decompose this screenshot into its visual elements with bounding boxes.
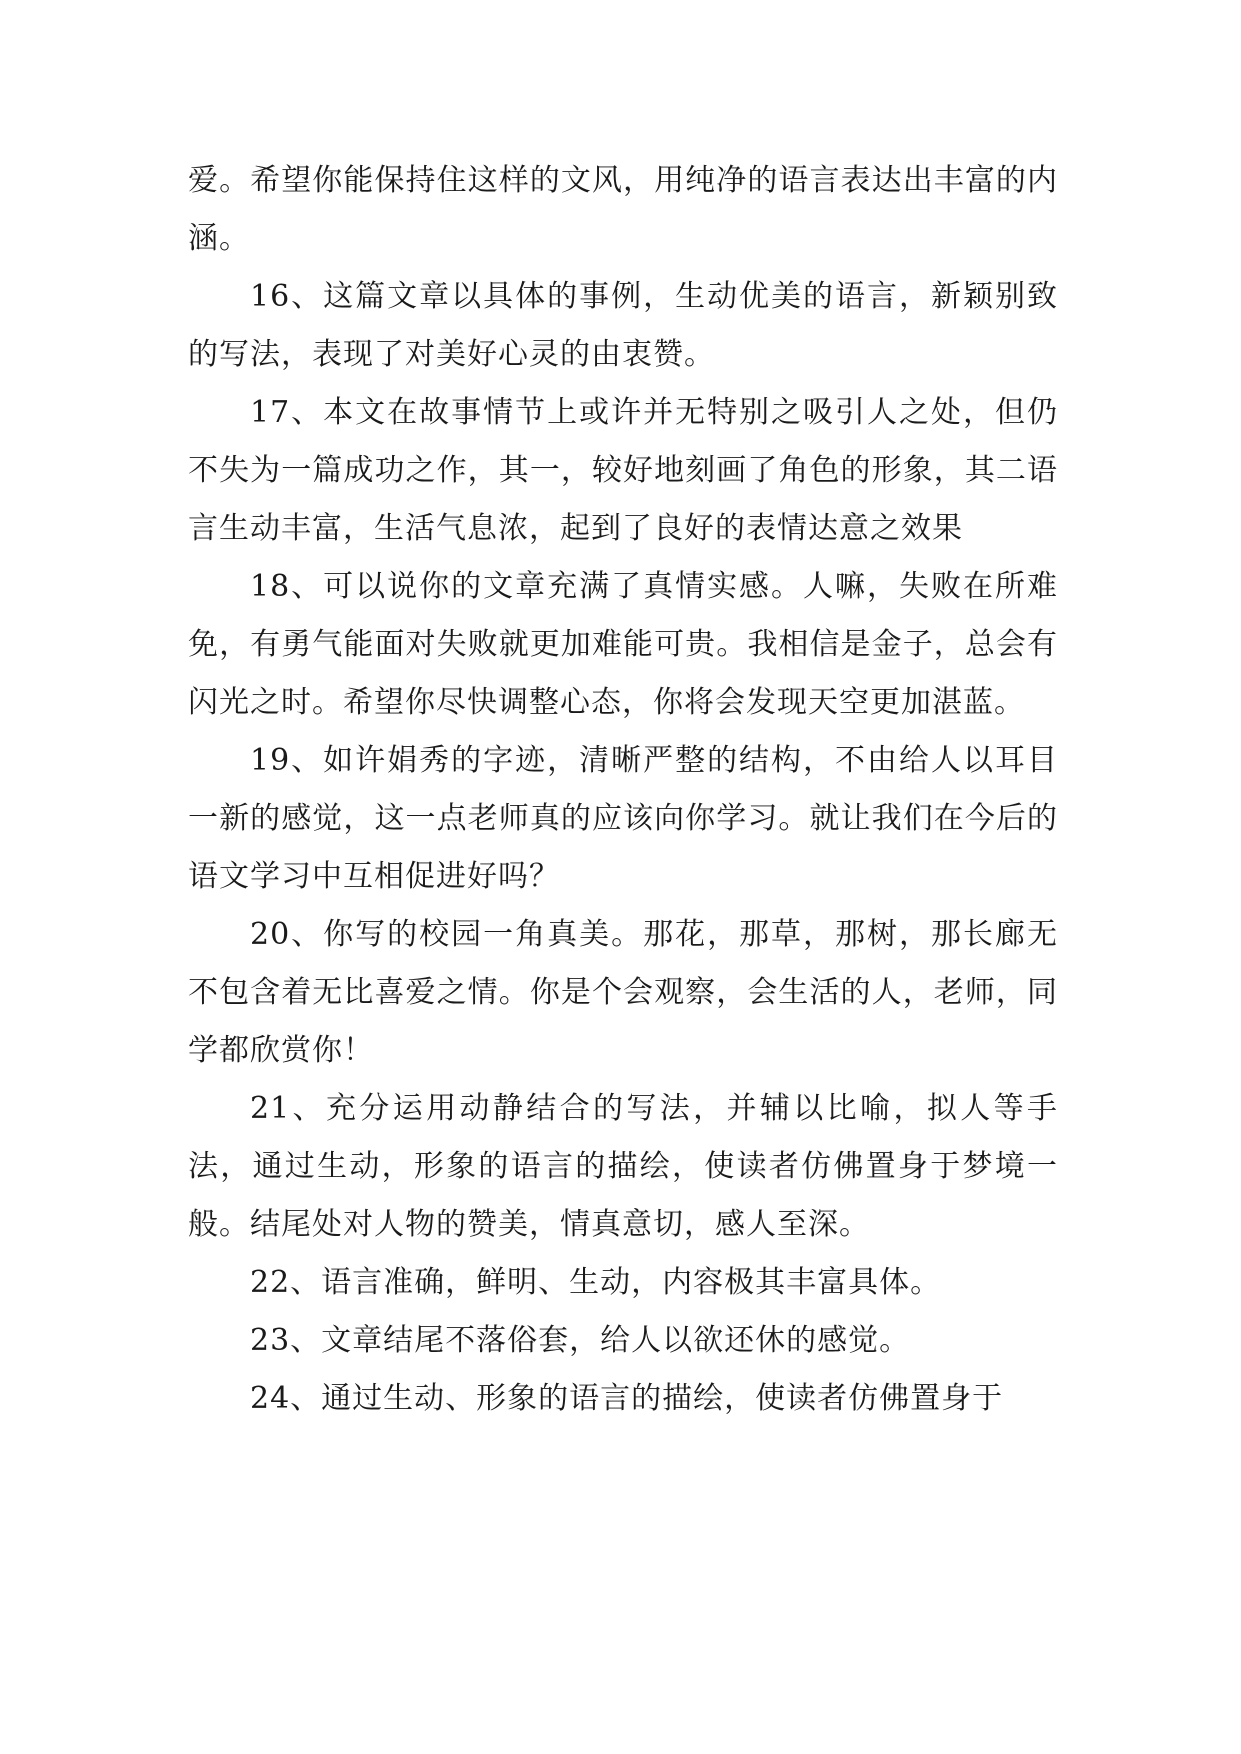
paragraph-comment-22: 22、语言准确，鲜明、生动，内容极其丰富具体。	[250, 1265, 942, 1300]
paragraph-comment-19: 19、如许娟秀的字迹，清晰严整的结构，不由给人以耳目一新的感觉，这一点老师真的应该向你学习。就让我们在今后的语文学习中互相促进好吗？	[188, 743, 1058, 894]
paragraph-comment-23: 23、文章结尾不落俗套，给人以欲还休的感觉。	[250, 1323, 911, 1358]
paragraph-continuation: 爱。希望你能保持住这样的文风，用纯净的语言表达出丰富的内涵。	[188, 163, 1058, 256]
paragraph-comment-21: 21、充分运用动静结合的写法，并辅以比喻，拟人等手法，通过生动，形象的语言的描绘，使读者仿佛置身于梦境一般。结尾处对人物的赞美，情真意切，感人至深。	[188, 1091, 1058, 1242]
document-body	[188, 152, 1058, 1428]
paragraph-comment-24: 24、通过生动、形象的语言的描绘，使读者仿佛置身于	[250, 1381, 1004, 1416]
paragraph-comment-20: 20、你写的校园一角真美。那花，那草，那树，那长廊无不包含着无比喜爱之情。你是个会观察，会生活的人，老师，同学都欣赏你！	[188, 917, 1058, 1068]
paragraph-comment-17: 17、本文在故事情节上或许并无特别之吸引人之处，但仍不失为一篇成功之作，其一，较好地刻画了角色的形象，其二语言生动丰富，生活气息浓，起到了良好的表情达意之效果	[188, 395, 1058, 546]
paragraph-comment-18: 18、可以说你的文章充满了真情实感。人嘛，失败在所难免，有勇气能面对失败就更加难能可贵。我相信是金子，总会有闪光之时。希望你尽快调整心态，你将会发现天空更加湛蓝。	[188, 569, 1058, 720]
paragraph-comment-16: 16、这篇文章以具体的事例，生动优美的语言，新颖别致的写法，表现了对美好心灵的由衷赞。	[188, 279, 1058, 372]
